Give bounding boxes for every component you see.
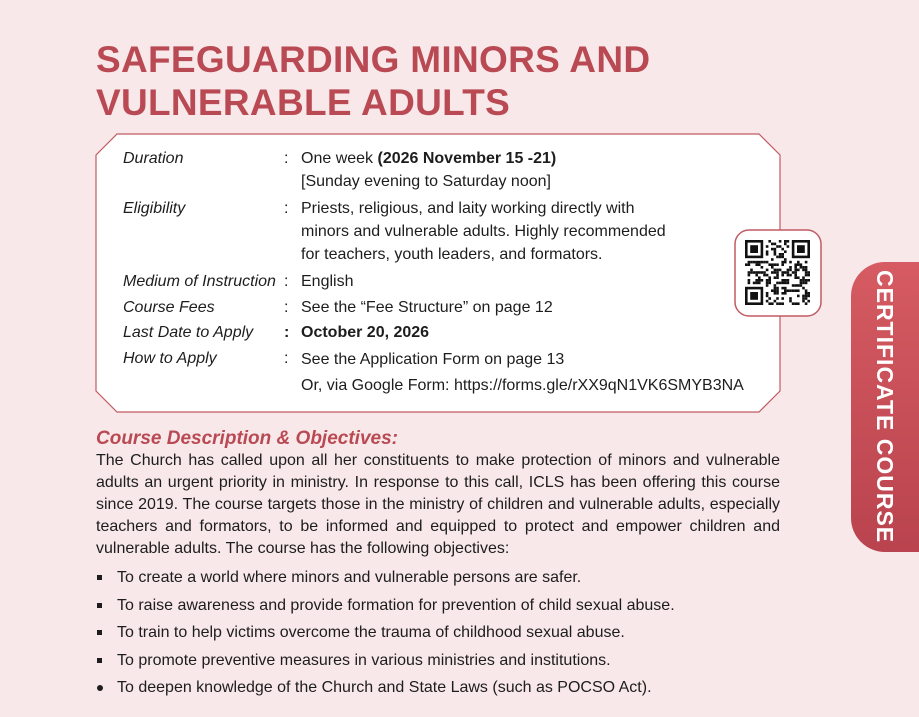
bullet-icon (97, 603, 102, 608)
eligibility-line: for teachers, youth leaders, and formators. (301, 246, 603, 263)
list-item (96, 676, 675, 704)
side-tab-label: CERTIFICATE COURSE (872, 270, 898, 544)
colon: : (284, 350, 289, 367)
duration-dates: (2026 November 15 -21) (377, 150, 557, 167)
certificate-course-tab (851, 262, 919, 552)
colon: : (284, 150, 289, 167)
colon: : (284, 273, 289, 290)
section-heading: Course Description & Objectives: (96, 428, 398, 449)
duration-label: Duration (123, 150, 184, 167)
fees-value: See the “Fee Structure” on page 12 (301, 299, 553, 316)
objective-text: To create a world where minors and vulnerable persons are safer. (117, 569, 582, 586)
medium-value: English (301, 273, 354, 290)
medium-label: Medium of Instruction (123, 273, 276, 290)
how-to-apply-label: How to Apply (123, 350, 217, 367)
bullet-icon (97, 658, 102, 663)
list-item (96, 566, 675, 594)
qr-code-icon[interactable] (734, 229, 822, 317)
google-form-link[interactable]: Or, via Google Form: https://forms.gle/rXX9qN1VK6SMYB3NA (301, 377, 744, 394)
colon: : (284, 299, 289, 316)
last-date-label: Last Date to Apply (123, 324, 254, 341)
duration-prefix: One week (301, 150, 378, 167)
title-line-2: VULNERABLE ADULTS (96, 82, 511, 123)
colon: : (284, 200, 289, 217)
fees-label: Course Fees (123, 299, 215, 316)
list-item (96, 594, 675, 622)
objective-text: To raise awareness and provide formation for prevention of child sexual abuse. (117, 596, 675, 614)
title-line-1: SAFEGUARDING MINORS AND (96, 39, 651, 80)
bullet-icon (97, 685, 103, 691)
list-item (96, 649, 675, 677)
application-form-ref: See the Application Form on page 13 (301, 351, 565, 368)
objective-text: To deepen knowledge of the Church and State Laws (such as POCSO Act). (117, 679, 652, 696)
eligibility-line: Priests, religious, and laity working directly with (301, 200, 635, 217)
duration-schedule: [Sunday evening to Saturday noon] (301, 173, 551, 190)
page-title (96, 38, 650, 124)
course-description: The Church has called upon all her constituents to make protection of minors and vulnerable adults an urgent priority in ministry. In response to this call, ICLS has been offering this course since 2019. The course targets those in the ministry of children and vulnerable adults, especially teachers and formators, to be informed and equipped to protect and empower children and vulnerable adults. The course has the following objectives: (96, 452, 780, 557)
list-item (96, 621, 675, 649)
objectives-list (96, 566, 675, 704)
colon: : (284, 324, 290, 341)
eligibility-line: minors and vulnerable adults. Highly recommended (301, 223, 666, 240)
objective-text: To train to help victims overcome the trauma of childhood sexual abuse. (117, 624, 625, 641)
bullet-icon (97, 575, 102, 580)
eligibility-label: Eligibility (123, 200, 186, 217)
bullet-icon (97, 630, 102, 635)
objective-text: To promote preventive measures in various ministries and institutions. (117, 651, 611, 669)
last-date-value: October 20, 2026 (301, 324, 430, 341)
